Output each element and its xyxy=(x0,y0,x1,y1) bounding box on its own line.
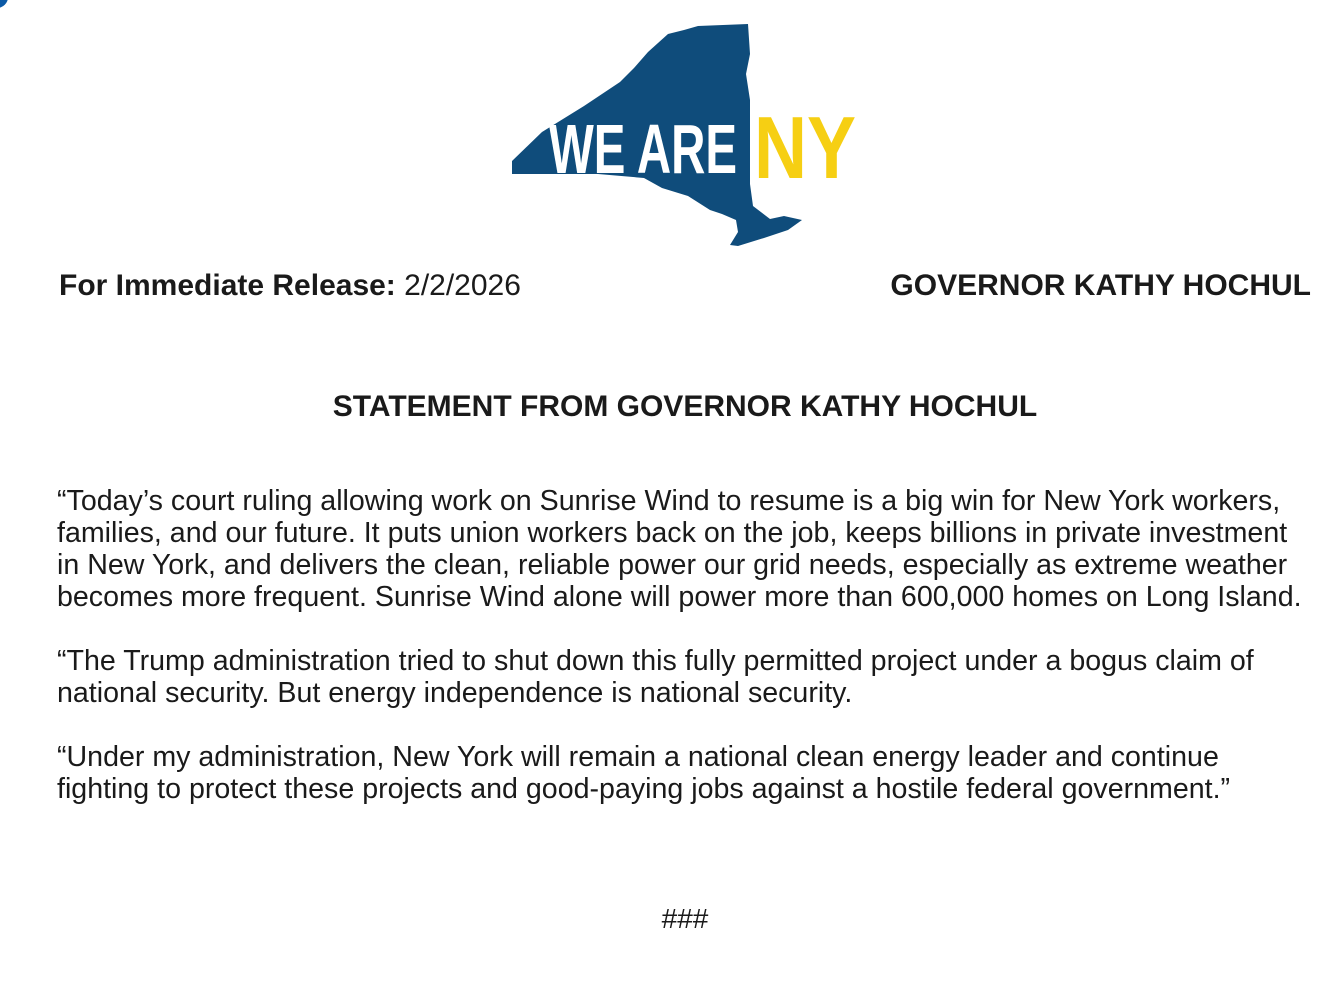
end-marker: ### xyxy=(661,903,709,934)
release-date: 2/2/2026 xyxy=(404,269,521,302)
statement-body xyxy=(57,485,1317,837)
governor-name: GOVERNOR KATHY HOCHUL xyxy=(890,269,1311,302)
statement-paragraph: “The Trump administration tried to shut down this fully permitted project under a bogus claim of national security. But energy independence is national security. xyxy=(57,645,1254,709)
release-line xyxy=(59,268,521,304)
statement-title: STATEMENT FROM GOVERNOR KATHY HOCHUL xyxy=(332,390,1038,423)
we-are-text: WE ARE xyxy=(549,110,737,188)
corner-mark xyxy=(0,0,8,8)
statement-paragraph: “Today’s court ruling allowing work on Sunrise Wind to resume is a big win for New York workers, families, and our future. It puts union workers back on the job, keeps billions in private investment in New York, and delivers the clean, reliable power our grid needs, especially as extreme weather becomes more frequent. Sunrise Wind alone will power more than 600,000 homes on Long Island. xyxy=(57,485,1302,613)
ny-text: NY xyxy=(754,98,856,197)
release-label: For Immediate Release: xyxy=(59,269,396,302)
we-are-ny-logo xyxy=(512,24,858,250)
statement-paragraph: “Under my administration, New York will remain a national clean energy leader and continue fighting to protect these projects and good-paying jobs against a hostile federal government.” xyxy=(57,741,1231,805)
